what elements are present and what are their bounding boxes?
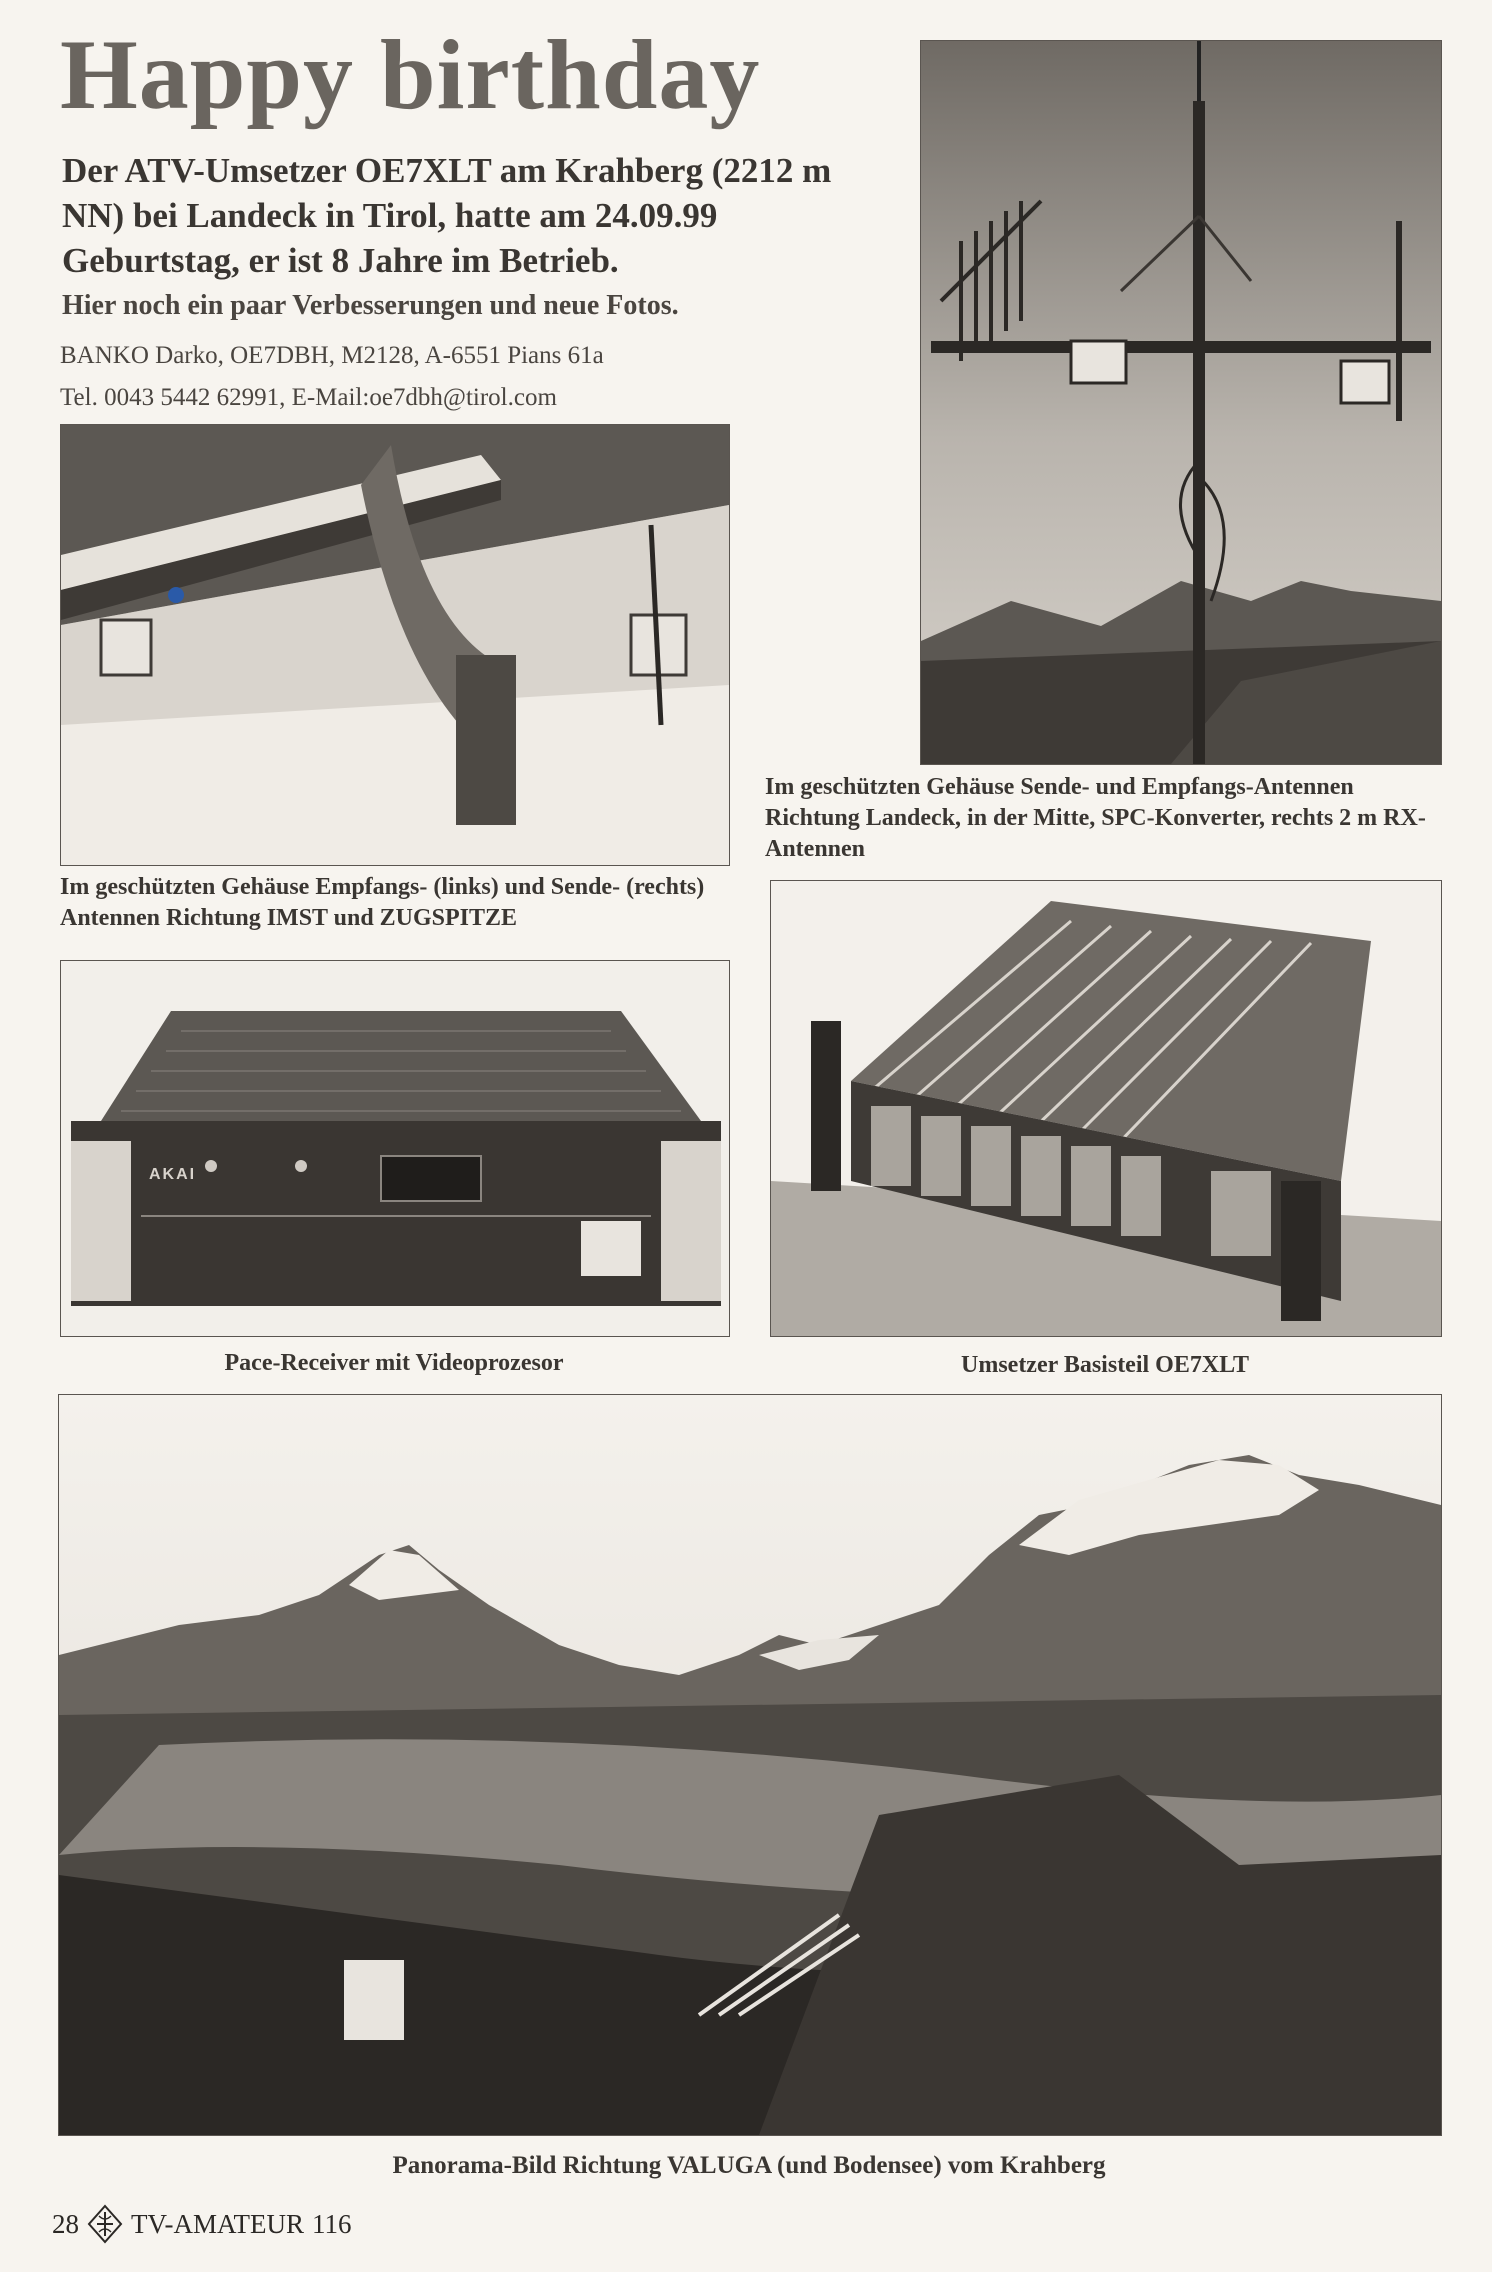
sub-lead: Hier noch ein paar Verbesserungen und neue Fotos. bbox=[62, 290, 679, 321]
magazine-name: TV-AMATEUR bbox=[131, 2208, 305, 2239]
page-number: 28 bbox=[52, 2208, 79, 2239]
caption-panorama: Panorama-Bild Richtung VALUGA (und Bodensee) vom Krahberg bbox=[392, 2152, 1106, 2179]
receiver-brand-label: AKAI bbox=[149, 1166, 197, 1183]
caption-antenna-housing: Im geschützten Gehäuse Empfangs- (links) und Sende- (rechts) Antennen Richtung IMST und ZUGSPITZE bbox=[60, 874, 705, 931]
photo-antenna-housing bbox=[60, 424, 730, 866]
contact-line: Tel. 0043 5442 62991, E-Mail:oe7dbh@tirol.com bbox=[60, 384, 557, 411]
page-footer bbox=[52, 2204, 352, 2244]
photo-receiver bbox=[60, 960, 730, 1337]
caption-antenna-mast: Im geschützten Gehäuse Sende- und Empfangs-Antennen Richtung Landeck, in der Mitte, SPC-Konverter, rechts 2 m RX-Antennen bbox=[765, 774, 1426, 862]
caption-receiver: Pace-Receiver mit Videoprozesor bbox=[224, 1350, 564, 1376]
lead-paragraph: Der ATV-Umsetzer OE7XLT am Krahberg (2212 m NN) bei Landeck in Tirol, hatte am 24.09.99 Geburtstag, er ist 8 Jahre im Betrieb. bbox=[62, 151, 832, 280]
issue-number: 116 bbox=[312, 2208, 352, 2239]
author-line: BANKO Darko, OE7DBH, M2128, A-6551 Pians 61a bbox=[60, 342, 604, 369]
photo-rack-unit bbox=[770, 880, 1442, 1337]
photo-antenna-mast bbox=[920, 40, 1442, 765]
magazine-logo-icon bbox=[87, 2204, 123, 2244]
caption-rack-unit: Umsetzer Basisteil OE7XLT bbox=[961, 1352, 1249, 1378]
page-title: Happy birthday bbox=[60, 19, 761, 130]
photo-panorama bbox=[58, 1394, 1442, 2136]
